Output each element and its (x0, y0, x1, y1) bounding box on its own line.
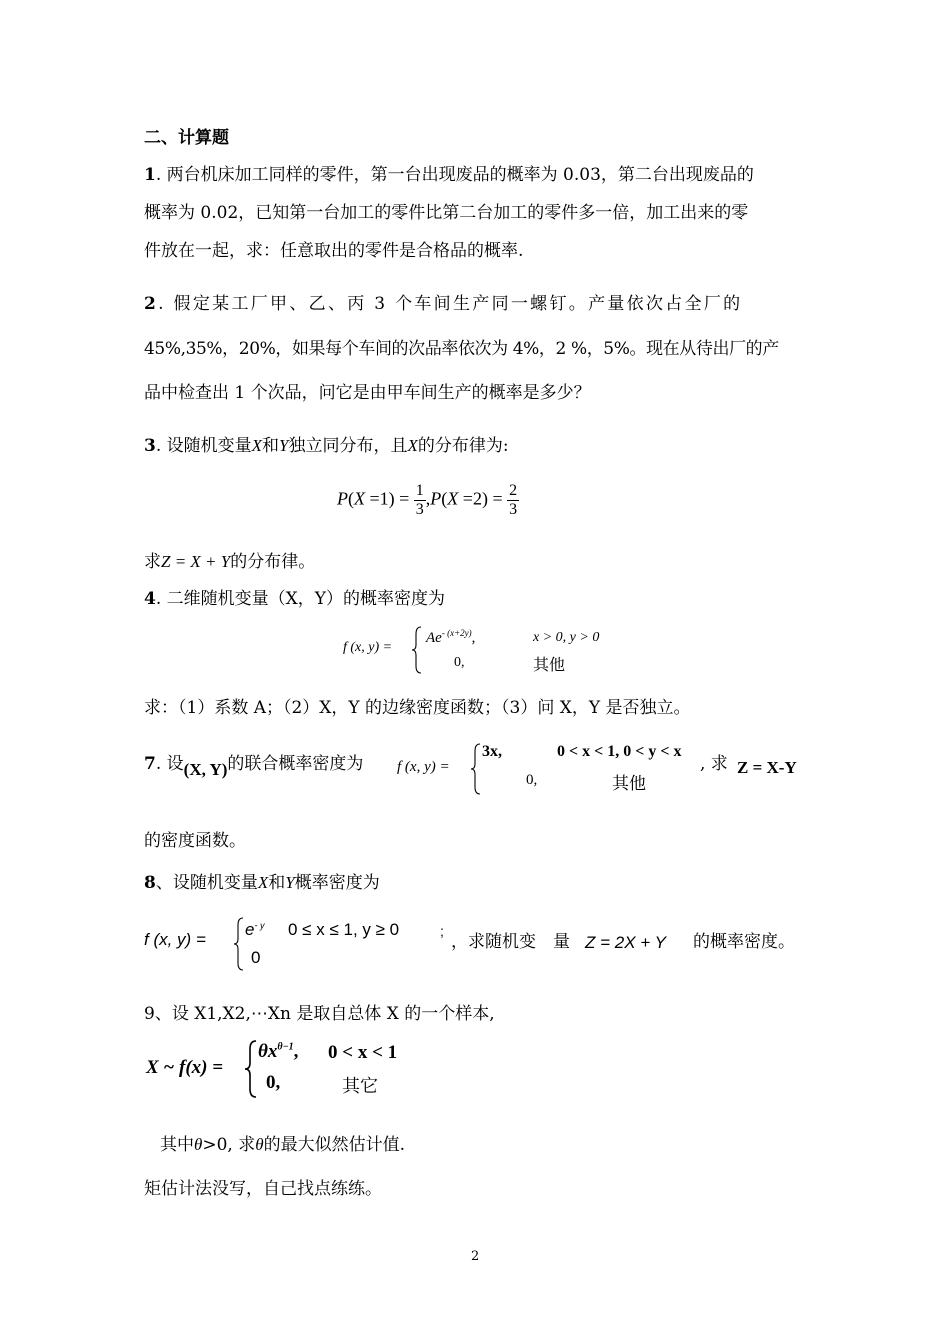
q7-case-1-expr: 3x, (482, 743, 502, 760)
q8-case-1-tail: ; (440, 923, 444, 939)
q8-function-lhs: f (x, y) = (144, 930, 206, 949)
q7-ask: , 求 (700, 754, 728, 774)
q4-case-1-condition: x > 0, y > 0 (533, 630, 600, 645)
q8-ask: ，求随机变 量 (451, 932, 570, 952)
question-1-line-3: 件放在一起，求：任意取出的零件是合格品的概率. (144, 241, 524, 261)
question-8-intro: 8、设随机变量X和Y概率密度为 (144, 873, 380, 893)
question-2-line-3: 品中检查出 1 个次品，问它是由甲车间生产的概率是多少？ (144, 383, 591, 403)
question-1-line-2: 概率为 0.02，已知第一台加工的零件比第二台加工的零件多一倍，加工出来的零 (144, 203, 749, 223)
question-3-formula: P(X =1) = $\frac{1}{3}$ ,P(X =2) = $\frac{2}{3}$ (337, 482, 518, 518)
question-1-number: 1 (144, 165, 156, 185)
question-2-line-2: 45%,35%，20%，如果每个车间的次品率依次为 4%，2 %，5%。现在从待出厂的产 (144, 339, 779, 359)
q7-case-1-condition: 0 < x < 1, 0 < y < x (557, 743, 682, 760)
q8-ask-tail: 的概率密度。 (693, 932, 795, 952)
q7-case-2-expr: 0, (526, 772, 538, 788)
q8-case-1-expr: $e^{- y}$ (245, 920, 265, 939)
question-1-line-1: 1. 两台机床加工同样的零件，第一台出现废品的概率为 0.03，第二台出现废品的 (144, 165, 754, 185)
question-3-intro: 3. 设随机变量X和Y独立同分布，且X的分布律为: (144, 436, 509, 456)
q4-case-1-expr: $Ae^{- (x+2y)}$, (426, 628, 476, 646)
q7-case-2-condition: 其他 (612, 774, 646, 794)
question-3-number: 3 (144, 436, 156, 456)
question-7-tail: 的密度函数。 (144, 831, 246, 851)
section-title: 二、计算题 (144, 128, 229, 148)
page-number: 2 (471, 1249, 480, 1264)
variable-x: X (251, 436, 263, 455)
question-3-ask: 求Z = X + Y的分布律。 (144, 552, 316, 572)
q4-function-lhs: f (x, y) = (343, 640, 393, 655)
q4-case-2-condition: 其他 (533, 655, 566, 674)
question-8-number: 8 (144, 873, 156, 893)
question-2-line-1: 2. 假定某工厂甲、乙、丙 3 个车间生产同一螺钉。产量依次占全厂的 (144, 294, 743, 314)
variable-y: Y (279, 436, 289, 455)
q4-case-2-expr: 0, (454, 655, 465, 670)
question-4-intro: 4. 二维随机变量（X，Y）的概率密度为 (144, 589, 445, 609)
question-2-number: 2 (144, 294, 159, 314)
fraction-one-third: $\frac{1}{3}$ (415, 482, 424, 518)
q7-z-expression: Z = X-Y (737, 758, 797, 777)
q7-function-lhs: f (x, y) = (397, 759, 450, 775)
question-4-ask: 求：（1）系数 A；（2）X，Y 的边缘密度函数；（3）问 X，Y 是否独立。 (144, 698, 691, 718)
q9-case-2-expr: 0, (266, 1072, 281, 1093)
q7-brace (470, 743, 482, 795)
q8-case-2-expr: 0 (251, 948, 261, 967)
q9-function-lhs: X ~ f(x) = (146, 1057, 224, 1078)
q9-case-2-condition: 其它 (342, 1076, 378, 1097)
footer-note: 矩估计法没写，自己找点练练。 (144, 1179, 382, 1199)
q8-case-1-condition: 0 ≤ x ≤ 1, y ≥ 0 (288, 920, 400, 939)
question-9-line: 9、设 X1,X2,⋯Xn 是取自总体 X 的一个样本, (144, 1004, 495, 1024)
q4-brace (411, 626, 423, 674)
q8-z-expression: Z = 2X + Y (585, 933, 666, 952)
theta-symbol: θ (194, 1135, 203, 1154)
q9-brace (244, 1040, 258, 1098)
question-7-intro: 7. 设(X, Y)的联合概率密度为 (144, 754, 364, 779)
fraction-two-thirds: $\frac{2}{3}$ (509, 482, 518, 518)
question-7-number: 7 (144, 754, 156, 774)
q9-case-1-condition: 0 < x < 1 (328, 1042, 398, 1063)
q8-brace (233, 917, 245, 971)
q9-case-1-expr: $\theta x^{\theta-1}$, (258, 1041, 299, 1062)
question-4-number: 4 (144, 589, 156, 609)
xy-pair: (X, Y) (183, 760, 228, 779)
z-expression: Z = X + Y (161, 552, 231, 571)
q9-note: 其中θ>0, 求θ的最大似然估计值. (160, 1135, 405, 1155)
